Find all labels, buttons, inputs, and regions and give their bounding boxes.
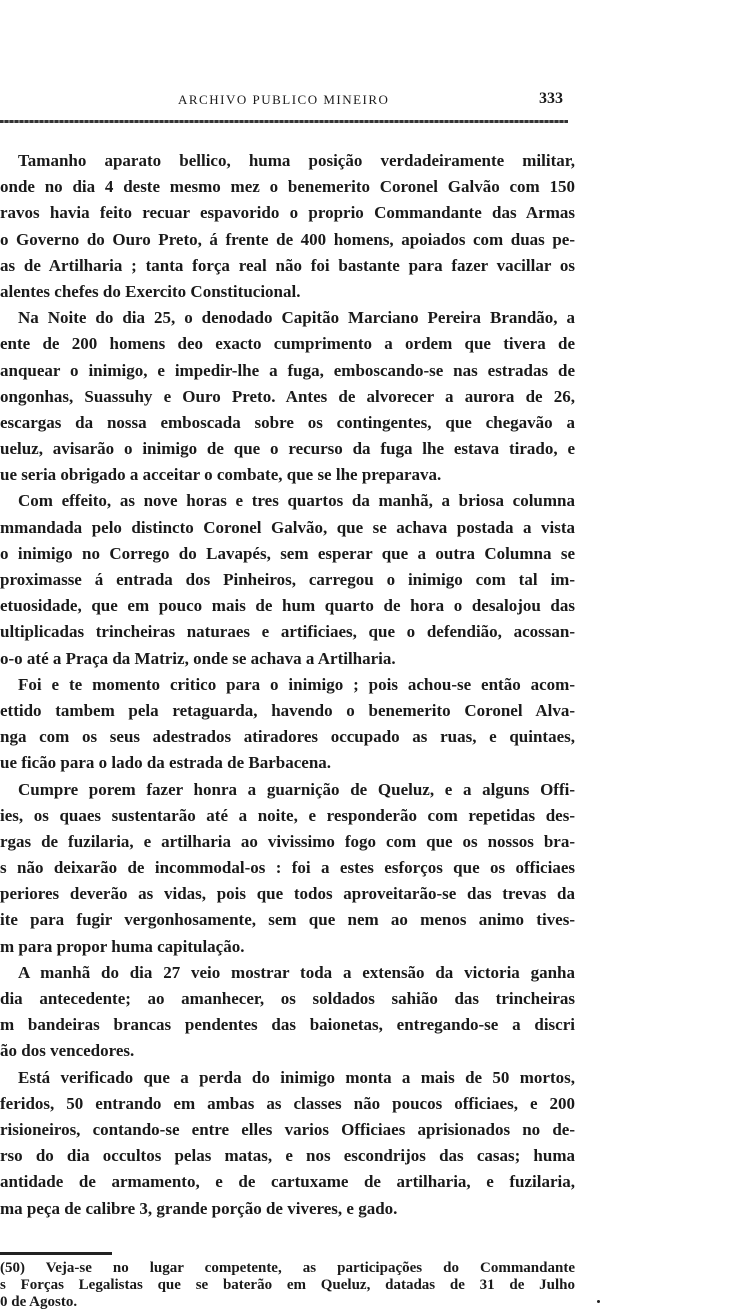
text-line: Com effeito, as nove horas e tres quartos da manhã, a briosa columna <box>18 491 575 511</box>
text-line: ultiplicadas trincheiras naturaes e artificiaes, que o defendião, acossan- <box>0 622 575 642</box>
text-line: periores deverão as vidas, pois que todos aproveitarão-se das trevas da <box>0 884 575 904</box>
text-line: nga com os seus adestrados atiradores occupado as ruas, e quintaes, <box>0 727 575 747</box>
text-line: ente de 200 homens deo exacto cumprimento a ordem que tivera de <box>0 334 575 354</box>
text-line: ettido tambem pela retaguarda, havendo o benemerito Coronel Alva- <box>0 700 575 720</box>
text-line: Na Noite do dia 25, o denodado Capitão Marciano Pereira Brandão, a <box>18 308 575 328</box>
footnote-line: (50) Veja-se no lugar competente, as participações do Commandante <box>0 1260 575 1276</box>
text-line: ão dos vencedores. <box>0 1041 135 1061</box>
text-line: mmandada pelo distincto Coronel Galvão, que se achava postada a vista <box>0 517 575 537</box>
text-line: escargas da nossa emboscada sobre os contingentes, que chegavão a <box>0 412 575 432</box>
text-line: ma peça de calibre 3, grande porção de viveres, e gado. <box>0 1198 398 1218</box>
text-line: etuosidade, que em pouco mais de hum quarto de hora o desalojou das <box>0 596 575 616</box>
text-line: ue ficão para o lado da estrada de Barbacena. <box>0 753 332 773</box>
text-line: ite para fugir vergonhosamente, sem que nem ao menos animo tives- <box>0 910 575 930</box>
text-line: ravos havia feito recuar espavorido o proprio Commandante das Armas <box>0 203 575 223</box>
text-line: m bandeiras brancas pendentes das baionetas, entregando-se a discri <box>0 1015 575 1035</box>
text-line: Está verificado que a perda do inimigo monta a mais de 50 mortos, <box>18 1067 575 1087</box>
text-line: ueluz, avisarão o inimigo de que o recurso da fuga lhe estava tirado, e <box>0 439 575 459</box>
text-line: rso do dia occultos pelas matas, e nos escondrijos das casas; huma <box>0 1146 575 1166</box>
text-line: o inimigo no Corrego do Lavapés, sem esperar que a outra Columna se <box>0 543 575 563</box>
text-line: s não deixarão de incommodal-os : foi a estes esforços que os officiaes <box>0 858 575 878</box>
text-line: ongonhas, Suassuhy e Ouro Preto. Antes de alvorecer a aurora de 26, <box>0 386 575 406</box>
ink-speck <box>597 1300 600 1303</box>
footnote-rule <box>0 1252 112 1255</box>
text-line: ies, os quaes sustentarão até a noite, e responderão com repetidas des- <box>0 805 575 825</box>
footnote-line: 0 de Agosto. <box>0 1294 78 1310</box>
text-line: Foi e te momento critico para o inimigo ; pois achou-se então acom- <box>18 674 575 694</box>
text-line: rgas de fuzilaria, e artilharia ao vivissimo fogo com que os nossos bra- <box>0 831 575 851</box>
text-line: proximasse á entrada dos Pinheiros, carregou o inimigo com tal im- <box>0 570 575 589</box>
text-line: Cumpre porem fazer honra a guarnição de Queluz, e a alguns Offi- <box>18 779 575 799</box>
text-line: A manhã do dia 27 veio mostrar toda a extensão da victoria ganha <box>18 962 575 982</box>
text-line: anquear o inimigo, e impedir-lhe a fuga, emboscando-se nas estradas de <box>0 360 575 380</box>
text-line: onde no dia 4 deste mesmo mez o benemerito Coronel Galvão com 150 <box>0 177 575 197</box>
text-line: dia antecedente; ao amanhecer, os soldados sahião das trincheiras <box>0 989 575 1008</box>
text-line: ue seria obrigado a acceitar o combate, que se lhe preparava. <box>0 465 442 485</box>
footnote <box>0 1260 575 1311</box>
text-line: risioneiros, contando-se entre elles varios Officiaes aprisionados no de- <box>0 1119 575 1139</box>
running-head: ARCHIVO PUBLICO MINEIRO <box>178 92 390 107</box>
text-line: o Governo do Ouro Preto, á frente de 400 homens, apoiados com duas pe- <box>0 229 575 249</box>
body-text <box>0 148 575 1222</box>
page-number: 333 <box>539 90 563 107</box>
text-line: Tamanho aparato bellico, huma posição verdadeiramente militar, <box>18 151 575 170</box>
text-line: m para propor huma capitulação. <box>0 936 245 956</box>
footnote-line: s Forças Legalistas que se baterão em Queluz, datadas de 31 de Julho <box>0 1277 575 1293</box>
text-line: feridos, 50 entrando em ambas as classes não poucos officiaes, e 200 <box>0 1093 575 1113</box>
text-line: antidade de armamento, e de cartuxame de artilharia, e fuzilaria, <box>0 1172 575 1192</box>
text-line: as de Artilharia ; tanta força real não foi bastante para fazer vacillar os <box>0 255 575 275</box>
header-rule <box>0 120 568 123</box>
text-line: alentes chefes do Exercito Constitucional. <box>0 281 301 301</box>
text-line: o-o até a Praça da Matriz, onde se achava a Artilharia. <box>0 648 396 668</box>
